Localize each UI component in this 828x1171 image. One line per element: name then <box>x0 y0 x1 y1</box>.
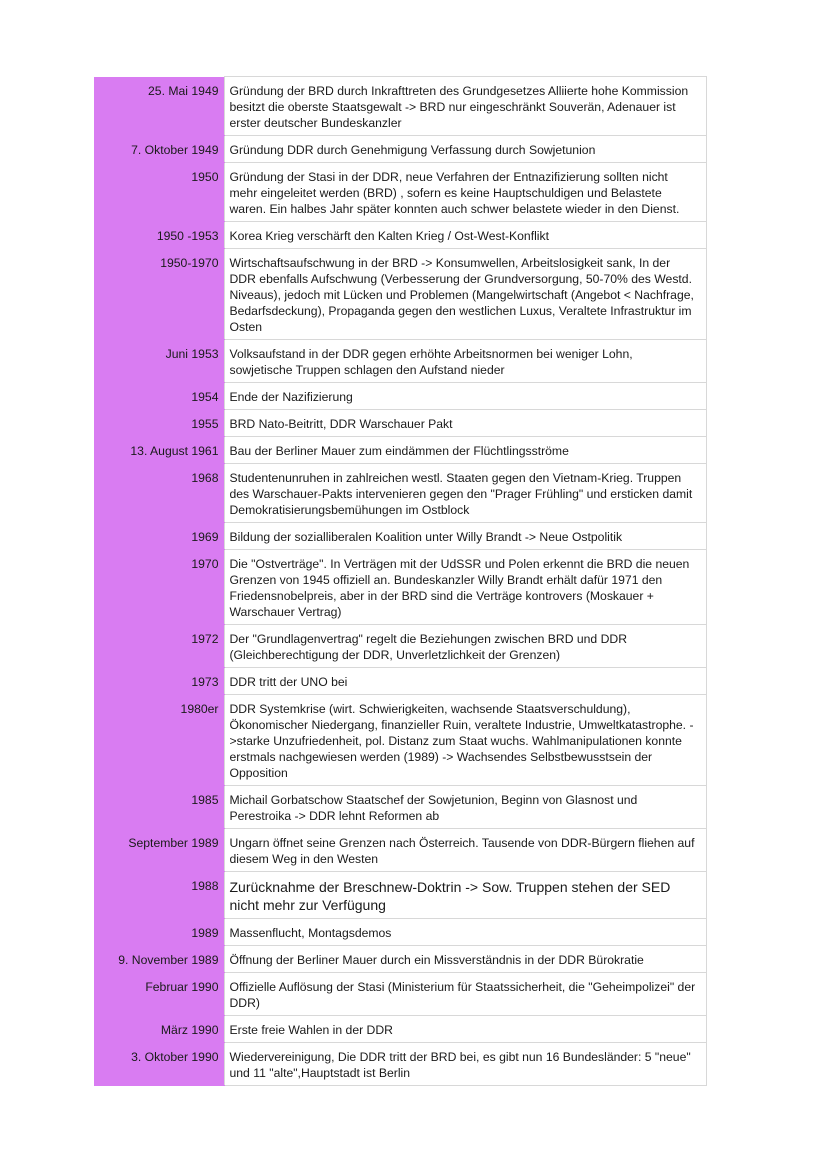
date-cell: 1955 <box>94 410 224 437</box>
event-cell: Massenflucht, Montagsdemos <box>224 919 706 946</box>
event-cell: Korea Krieg verschärft den Kalten Krieg / Ost-West-Konflikt <box>224 222 706 249</box>
event-cell: Bildung der sozialliberalen Koalition unter Willy Brandt -> Neue Ostpolitik <box>224 523 706 550</box>
event-cell: Gründung der BRD durch Inkrafttreten des Grundgesetzes Alliierte hohe Kommission besitzt die oberste Staatsgewalt -> BRD nur eingeschränkt Souverän, Adenauer ist erster deutscher Bundeskanzler <box>224 77 706 136</box>
event-cell: Die "Ostverträge". In Verträgen mit der UdSSR und Polen erkennt die BRD die neuen Grenzen von 1945 offiziell an. Bundeskanzler Willy Brandt erhält dafür 1971 den Friedensnobelpreis, aber in der BRD sind die Verträge kontrovers (Moskauer + Warschauer Vertrag) <box>224 550 706 625</box>
event-cell: DDR tritt der UNO bei <box>224 668 706 695</box>
event-cell: Der "Grundlagenvertrag" regelt die Beziehungen zwischen BRD und DDR (Gleichberechtigung der DDR, Unverletzlichkeit der Grenzen) <box>224 625 706 668</box>
table-row <box>94 1016 706 1043</box>
table-row <box>94 946 706 973</box>
date-cell: 7. Oktober 1949 <box>94 136 224 163</box>
event-cell: Bau der Berliner Mauer zum eindämmen der Flüchtlingsströme <box>224 437 706 464</box>
date-cell: 1985 <box>94 786 224 829</box>
table-row <box>94 1043 706 1086</box>
event-cell: Öffnung der Berliner Mauer durch ein Missverständnis in der DDR Bürokratie <box>224 946 706 973</box>
date-cell: 1950-1970 <box>94 249 224 340</box>
table-row <box>94 136 706 163</box>
event-cell: Studentenunruhen in zahlreichen westl. Staaten gegen den Vietnam-Krieg. Truppen des Warschauer-Pakts intervenieren gegen den "Prager Frühling" und ersticken damit Demokratisierungsbemühungen im Ostblock <box>224 464 706 523</box>
timeline-table <box>94 76 707 1086</box>
table-row <box>94 77 706 136</box>
date-cell: 3. Oktober 1990 <box>94 1043 224 1086</box>
table-row <box>94 340 706 383</box>
date-cell: 1950 -1953 <box>94 222 224 249</box>
date-cell: 1969 <box>94 523 224 550</box>
table-row <box>94 383 706 410</box>
date-cell: 25. Mai 1949 <box>94 77 224 136</box>
event-cell: Wiedervereinigung, Die DDR tritt der BRD bei, es gibt nun 16 Bundesländer: 5 "neue" und 11 "alte",Hauptstadt ist Berlin <box>224 1043 706 1086</box>
event-cell: Volksaufstand in der DDR gegen erhöhte Arbeitsnormen bei weniger Lohn, sowjetische Truppen schlagen den Aufstand nieder <box>224 340 706 383</box>
date-cell: 1980er <box>94 695 224 786</box>
table-row <box>94 973 706 1016</box>
table-row <box>94 872 706 919</box>
date-cell: 1973 <box>94 668 224 695</box>
date-cell: 1972 <box>94 625 224 668</box>
date-cell: 1950 <box>94 163 224 222</box>
table-row <box>94 550 706 625</box>
table-row <box>94 695 706 786</box>
date-cell: Februar 1990 <box>94 973 224 1016</box>
event-cell: Ungarn öffnet seine Grenzen nach Österreich. Tausende von DDR-Bürgern fliehen auf diesem Weg in den Westen <box>224 829 706 872</box>
table-row <box>94 523 706 550</box>
event-cell: Gründung der Stasi in der DDR, neue Verfahren der Entnazifizierung sollten nicht mehr eingeleitet werden (BRD) , sofern es keine Hauptschuldigen und Belastete waren. Ein halbes Jahr später konnten auch schwer belastete wieder in den Dienst. <box>224 163 706 222</box>
event-cell: BRD Nato-Beitritt, DDR Warschauer Pakt <box>224 410 706 437</box>
table-row <box>94 437 706 464</box>
event-cell: DDR Systemkrise (wirt. Schwierigkeiten, wachsende Staatsverschuldung), Ökonomischer Niedergang, finanzieller Ruin, veraltete Industrie, Umweltkatastrophe. ->starke Unzufriedenheit, pol. Distanz zum Staat wuchs. Wahlmanipulationen konnte erstmals nachgewiesen werden (1989) -> Wachsendes Selbstbewusstsein der Opposition <box>224 695 706 786</box>
event-cell: Zurücknahme der Breschnew-Doktrin -> Sow. Truppen stehen der SED nicht mehr zur Verfügung <box>224 872 706 919</box>
event-cell: Michail Gorbatschow Staatschef der Sowjetunion, Beginn von Glasnost und Perestroika -> DDR lehnt Reformen ab <box>224 786 706 829</box>
table-row <box>94 410 706 437</box>
event-cell: Gründung DDR durch Genehmigung Verfassung durch Sowjetunion <box>224 136 706 163</box>
table-row <box>94 829 706 872</box>
date-cell: März 1990 <box>94 1016 224 1043</box>
date-cell: 1989 <box>94 919 224 946</box>
table-row <box>94 464 706 523</box>
event-cell: Ende der Nazifizierung <box>224 383 706 410</box>
table-row <box>94 249 706 340</box>
event-cell: Offizielle Auflösung der Stasi (Ministerium für Staatssicherheit, die "Geheimpolizei" der DDR) <box>224 973 706 1016</box>
date-cell: 1954 <box>94 383 224 410</box>
event-cell: Wirtschaftsaufschwung in der BRD -> Konsumwellen, Arbeitslosigkeit sank, In der DDR ebenfalls Aufschwung (Verbesserung der Grundversorgung, 50-70% des Westd. Niveaus), jedoch mit Lücken und Problemen (Mangelwirtschaft (Angebot < Nachfrage, Bedarfsdeckung), Propaganda gegen den westlichen Luxus, Veraltete Infrastruktur im Osten <box>224 249 706 340</box>
date-cell: 1968 <box>94 464 224 523</box>
date-cell: 9. November 1989 <box>94 946 224 973</box>
event-cell: Erste freie Wahlen in der DDR <box>224 1016 706 1043</box>
table-row <box>94 163 706 222</box>
table-row <box>94 222 706 249</box>
table-row <box>94 625 706 668</box>
table-row <box>94 786 706 829</box>
table-row <box>94 919 706 946</box>
date-cell: September 1989 <box>94 829 224 872</box>
date-cell: 13. August 1961 <box>94 437 224 464</box>
date-cell: 1970 <box>94 550 224 625</box>
date-cell: 1988 <box>94 872 224 919</box>
table-row <box>94 668 706 695</box>
date-cell: Juni 1953 <box>94 340 224 383</box>
